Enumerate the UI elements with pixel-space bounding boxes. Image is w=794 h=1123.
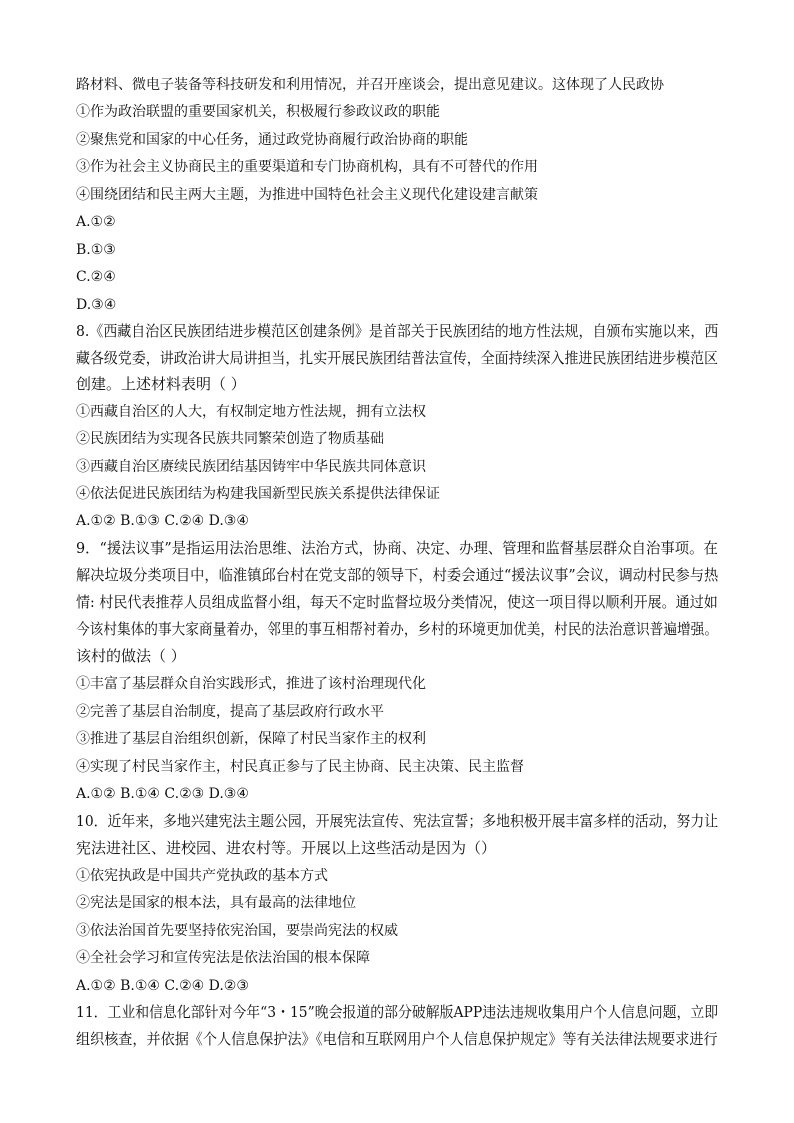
q9-option-1: ①丰富了基层群众自治实践形式，推进了该村治理现代化 (76, 676, 426, 692)
q10-stem-line-2: 宪法进社区、进校园、进农村等。开展以上这些活动是因为（） (76, 839, 497, 857)
q10-choices: A.①② B.①④ C.②④ D.②③ (76, 978, 249, 994)
q8-option-4: ④依法促进民族团结为构建我国新型民族关系提供法律保证 (76, 486, 440, 502)
q9-stem-line-1: 9．“援法议事”是指运用法治思维、法治方式，协商、决定、办理、管理和监督基层群众自治事项。在 (76, 539, 718, 557)
q8-choices: A.①② B.①③ C.②④ D.③④ (76, 513, 249, 529)
q7-choice-a: A.①② (76, 214, 116, 230)
q8-option-1: ①西藏自治区的人大，有权制定地方性法规，拥有立法权 (76, 404, 426, 420)
q9-stem-line-2: 解决垃圾分类项目中，临淮镇邱台村在党支部的领导下，村委会通过“援法议事”会议，调动村民参与热 (76, 566, 719, 584)
q7-option-3: ③作为社会主义协商民主的重要渠道和专门协商机构，具有不可替代的作用 (76, 159, 538, 175)
q9-option-4: ④实现了村民当家作主，村民真正参与了民主协商、民主决策、民主监督 (76, 759, 524, 775)
q7-option-4: ④围绕团结和民主两大主题，为推进中国特色社会主义现代化建设建言献策 (76, 187, 538, 203)
q8-option-3: ③西藏自治区赓续民族团结基因铸牢中华民族共同体意识 (76, 459, 426, 475)
q11-stem-line-2: 组织核查，并依据《个人信息保护法》《电信和互联网用户个人信息保护规定》等有关法律法规要求进行 (76, 1030, 718, 1048)
q9-stem-line-4: 今该村集体的事大家商量着办，邻里的事互相帮衬着办，乡村的环境更加优美，村民的法治意识普遍增强。 (76, 620, 718, 638)
q9-stem-line-5: 该村的做法（ ） (76, 647, 186, 665)
q10-option-1: ①依宪执政是中国共产党执政的基本方式 (76, 868, 328, 884)
q7-choice-b: B.①③ (76, 242, 116, 258)
q7-option-1: ①作为政治联盟的重要国家机关，积极履行参政议政的职能 (76, 104, 440, 120)
q7-choice-d: D.③④ (76, 297, 117, 313)
q10-stem-line-1: 10．近年来，多地兴建宪法主题公园，开展宪法宣传、宪法宣誓；多地积极开展丰富多样的活动，努力让 (76, 812, 719, 830)
q7-option-2: ②聚焦党和国家的中心任务，通过政党协商履行政治协商的职能 (76, 132, 468, 148)
q9-option-2: ②完善了基层自治制度，提高了基层政府行政水平 (76, 704, 384, 720)
q8-stem-line-2: 藏各级党委，讲政治讲大局讲担当，扎实开展民族团结普法宣传，全面持续深入推进民族团结进步模范区 (76, 349, 718, 367)
q7-choice-c: C.②④ (76, 269, 116, 285)
q8-stem-line-3: 创建。上述材料表明（ ） (76, 375, 246, 393)
q8-option-2: ②民族团结为实现各民族共同繁荣创造了物质基础 (76, 431, 384, 447)
q11-stem-line-1: 11．工业和信息化部针对今年“3・15”晚会报道的部分破解版APP违法违规收集用户个人信息问题，立即 (76, 1003, 719, 1021)
q8-stem-line-1: 8.《西藏自治区民族团结进步模范区创建条例》是首部关于民族团结的地方性法规，自颁布实施以来，西 (76, 322, 719, 340)
q9-choices: A.①② B.①④ C.②③ D.③④ (76, 786, 249, 802)
q10-option-4: ④全社会学习和宣传宪法是依法治国的根本保障 (76, 950, 370, 966)
q9-stem-line-3: 情: 村民代表推荐人员组成监督小组，每天不定时监督垃圾分类情况，使这一项目得以顺利开展。通过如 (76, 593, 718, 611)
q10-option-2: ②宪法是国家的根本法，具有最高的法律地位 (76, 895, 356, 911)
q7-stem-tail: 路材料、微电子装备等科技研发和利用情况，并召开座谈会，提出意见建议。这体现了人民政协 (76, 77, 664, 93)
q10-option-3: ③依法治国首先要坚持依宪治国，要崇尚宪法的权威 (76, 923, 398, 939)
q9-option-3: ③推进了基层自治组织创新，保障了村民当家作主的权利 (76, 731, 426, 747)
